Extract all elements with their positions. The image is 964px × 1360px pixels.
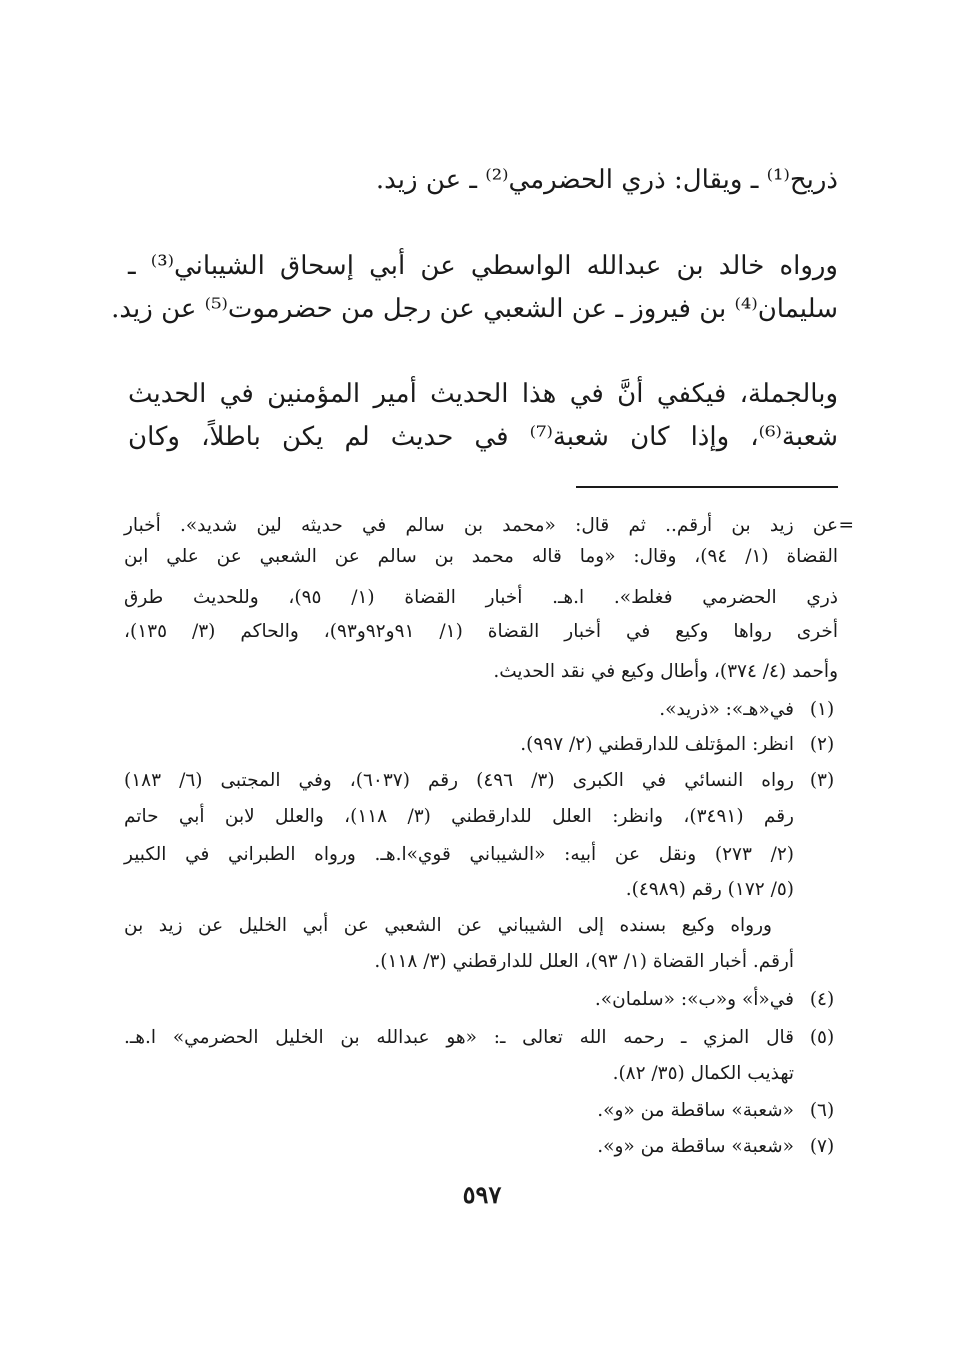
footnote-number: (١): [809, 699, 835, 720]
footnote-text: رواه النسائي في الكبرى (٣/ ٤٩٦) رقم (٦٠٣٧)، وفي المجتبى (٦/ ١٨٣): [124, 770, 794, 791]
footnote-text: أرقم. أخبار القضاة (١/ ٩٣)، العلل للدارقطني (٣/ ١١٨).: [374, 951, 794, 972]
footnote-number: (٧): [809, 1136, 835, 1157]
main-text-line: ورواه خالد بن عبدالله الواسطي عن أبي إسحاق الشيباني⁽³⁾ ـ: [128, 251, 838, 281]
main-text-line: شعبة⁽⁶⁾، وإذا كان شعبة⁽⁷⁾ في حديث لم يكن باطلاً، وكان: [128, 422, 838, 452]
main-text-line: سليمان⁽⁴⁾ بن فيروز ـ عن الشعبي عن رجل من حضرموت⁽⁵⁾ عن زيد.: [111, 294, 838, 324]
continuation-marker: =: [838, 515, 854, 536]
footnote-text: تهذيب الكمال (٣٥/ ٨٢).: [612, 1063, 794, 1084]
footnote-text: رقم (٣٤٩١)، وانظر: العلل للدارقطني (٣/ ١١٨)، والعلل لابن أبي حاتم: [124, 806, 794, 827]
main-text-line: ذريح⁽¹⁾ ـ ويقال: ذري الحضرمي⁽²⁾ ـ عن زيد.: [375, 165, 838, 195]
footnote-number: (٥): [809, 1027, 835, 1048]
main-text-line: وبالجملة، فيكفي أنَّ في هذا الحديث أمير المؤمنين في الحديث: [128, 379, 838, 409]
footnote-text: قال المزي ـ رحمه الله تعالى ـ: «هو عبدالله بن الخليل الحضرمي» ا.هـ.: [124, 1027, 794, 1048]
continued-note-line: عن زيد بن أرقم.. ثم قال: «محمد بن سالم في حديثه لين شديد». أخبار: [124, 515, 838, 536]
page-number: ٥٩٧: [462, 1180, 502, 1209]
footnote-text: انظر: المؤتلف للدارقطني (٢/ ٩٩٧).: [520, 734, 794, 755]
footnote-number: (٦): [809, 1100, 835, 1121]
continued-note-line: أخرى رواها وكيع في أخبار القضاة (١/ ٩١و٩٢و٩٣)، والحاكم (٣/ ١٣٥)،: [124, 621, 838, 642]
footnote-text: في«أ» و«ب»: «سلمان».: [594, 989, 794, 1010]
continued-note-line: القضاة (١/ ٩٤)، وقال: «وما قاله محمد بن سالم عن الشعبي عن علي ابن: [124, 546, 838, 567]
footnote-number: (٣): [809, 770, 835, 791]
footnote-text: ورواه وكيع بسنده إلى الشيباني عن الشعبي عن أبي الخليل عن زيد بن: [124, 915, 772, 936]
footnote-separator: [576, 486, 838, 488]
continued-note-line: ذري الحضرمي فغلط». ا.هـ. أخبار القضاة (١/ ٩٥)، وللحديث طرق: [124, 587, 838, 608]
continued-note-line: وأحمد (٤/ ٣٧٤)، وأطال وكيع في نقد الحديث.: [493, 661, 838, 682]
footnote-text: «شعبة» ساقطة من «و».: [597, 1100, 794, 1121]
footnote-number: (٤): [809, 989, 835, 1010]
footnote-text: في«هـ»: «ذريد».: [659, 699, 794, 720]
footnote-text: (٥/ ١٧٢) رقم (٤٩٨٩).: [625, 879, 794, 900]
footnote-text: (٢/ ٢٧٣) ونقل عن أبيه: «الشيباني قوي»ا.هـ. ورواه الطبراني في الكبير: [124, 844, 794, 865]
footnote-number: (٢): [809, 734, 835, 755]
footnote-text: «شعبة» ساقطة من «و».: [597, 1136, 794, 1157]
